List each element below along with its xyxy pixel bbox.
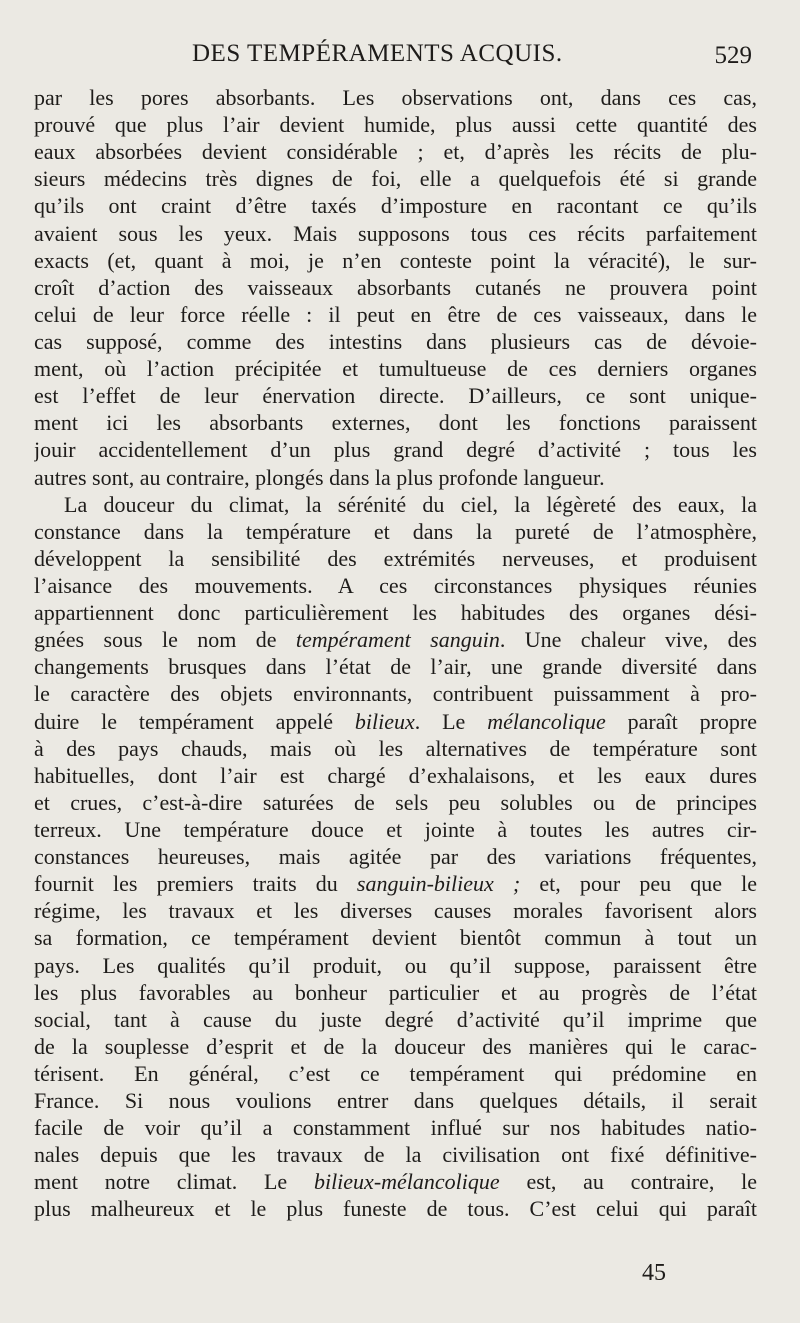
text-line	[34, 708, 757, 735]
text-line: sieurs médecins très dignes de foi, elle a quelquefois été si grande	[34, 166, 757, 192]
text-run: et, pour peu que le	[520, 871, 757, 897]
text-line	[34, 1168, 757, 1195]
text-line: appartiennent donc particulièrement les habitudes des organes dési-	[34, 600, 757, 626]
text-line: pays. Les qualités qu’il produit, ou qu’il suppose, paraissent être	[34, 952, 757, 978]
text-line: à des pays chauds, mais où les alternatives de température sont	[34, 735, 757, 761]
text-line: ment ici les absorbants externes, dont les fonctions paraissent	[34, 410, 757, 436]
text-line: social, tant à cause du juste degré d’activité qu’il imprime que	[34, 1006, 757, 1032]
text-line: qu’ils ont craint d’être taxés d’imposture en racontant ce qu’ils	[34, 193, 757, 219]
text-line: celui de leur force réelle : il peut en être de ces vaisseaux, dans le	[34, 301, 757, 327]
text-line: constances heureuses, mais agitée par des variations fréquentes,	[34, 844, 757, 870]
italic-term: bilieux-mélancolique	[313, 1169, 500, 1195]
text-run: . Le	[414, 708, 488, 734]
running-head	[0, 40, 800, 80]
text-line	[34, 626, 757, 653]
text-line: habituelles, dont l’air est chargé d’exhalaisons, et les eaux dures	[34, 762, 757, 788]
text-run: fournit les premiers traits du	[34, 871, 357, 897]
text-line: les plus favorables au bonheur particulier et au progrès de l’état	[34, 979, 757, 1005]
text-line: plus malheureux et le plus funeste de tous. C’est celui qui paraît	[34, 1196, 757, 1222]
text-line: régime, les travaux et les diverses causes morales favorisent alors	[34, 898, 757, 924]
text-line: La douceur du climat, la sérénité du ciel, la légèreté des eaux, la	[64, 491, 757, 517]
body-text	[34, 84, 757, 1223]
text-line: térisent. En général, c’est ce tempérament qui prédomine en	[34, 1060, 757, 1086]
text-line: facile de voir qu’il a constamment influé sur nos habitudes natio-	[34, 1115, 757, 1141]
text-line: changements brusques dans l’état de l’air, une grande diversité dans	[34, 654, 757, 680]
text-line: croît d’action des vaisseaux absorbants cutanés ne prouvera point	[34, 274, 757, 300]
text-line: avaient sous les yeux. Mais supposons tous ces récits parfaitement	[34, 220, 757, 246]
italic-term: tempérament sanguin	[295, 627, 500, 653]
text-line: sa formation, ce tempérament devient bientôt commun à tout un	[34, 925, 757, 951]
text-line: jouir accidentellement d’un plus grand degré d’activité ; tous les	[34, 437, 757, 463]
text-line: prouvé que plus l’air devient humide, plus aussi cette quantité des	[34, 112, 757, 138]
text-run: ment notre climat. Le	[34, 1169, 314, 1195]
italic-term: mélancolique	[487, 708, 606, 734]
text-line: l’aisance des mouvements. A ces circonstances physiques réunies	[34, 572, 757, 598]
text-line: cas supposé, comme des intestins dans plusieurs cas de dévoie-	[34, 328, 757, 354]
text-run: est, au contraire, le	[499, 1169, 757, 1195]
text-line: nales depuis que les travaux de la civilisation ont fixé définitive-	[34, 1142, 757, 1168]
text-line: eaux absorbées devient considérable ; et, d’après les récits de plu-	[34, 139, 757, 165]
text-run: paraît propre	[605, 708, 757, 734]
text-line: exacts (et, quant à moi, je n’en conteste point la véracité), le sur-	[34, 247, 757, 273]
text-line	[34, 870, 757, 897]
italic-term: bilieux	[354, 708, 415, 734]
text-line: et crues, c’est-à-dire saturées de sels peu solubles ou de principes	[34, 789, 757, 815]
text-run: . Une chaleur vive, des	[499, 627, 757, 653]
running-title: DES TEMPÉRAMENTS ACQUIS.	[192, 40, 563, 67]
text-line: est l’effet de leur énervation directe. D’ailleurs, ce sont unique-	[34, 383, 757, 409]
text-line: terreux. Une température douce et jointe à toutes les autres cir-	[34, 816, 757, 842]
text-line: constance dans la température et dans la pureté de l’atmosphère,	[34, 518, 757, 544]
text-line: développent la sensibilité des extrémités nerveuses, et produisent	[34, 545, 757, 571]
text-line: France. Si nous voulions entrer dans quelques détails, il serait	[34, 1088, 757, 1114]
italic-term: sanguin-bilieux ;	[356, 871, 521, 897]
text-line: autres sont, au contraire, plongés dans la plus profonde langueur.	[34, 464, 605, 490]
signature-mark: 45	[642, 1260, 666, 1286]
text-line: par les pores absorbants. Les observations ont, dans ces cas,	[34, 85, 757, 110]
text-run: gnées sous le nom de	[34, 627, 296, 653]
text-line: de la souplesse d’esprit et de la douceur des manières qui le carac-	[34, 1033, 757, 1059]
page-number: 529	[714, 42, 752, 69]
text-run: duire le tempérament appelé	[34, 708, 355, 734]
text-line: ment, où l’action précipitée et tumultueuse de ces derniers organes	[34, 356, 757, 382]
text-line: le caractère des objets environnants, contribuent puissamment à pro-	[34, 681, 757, 707]
